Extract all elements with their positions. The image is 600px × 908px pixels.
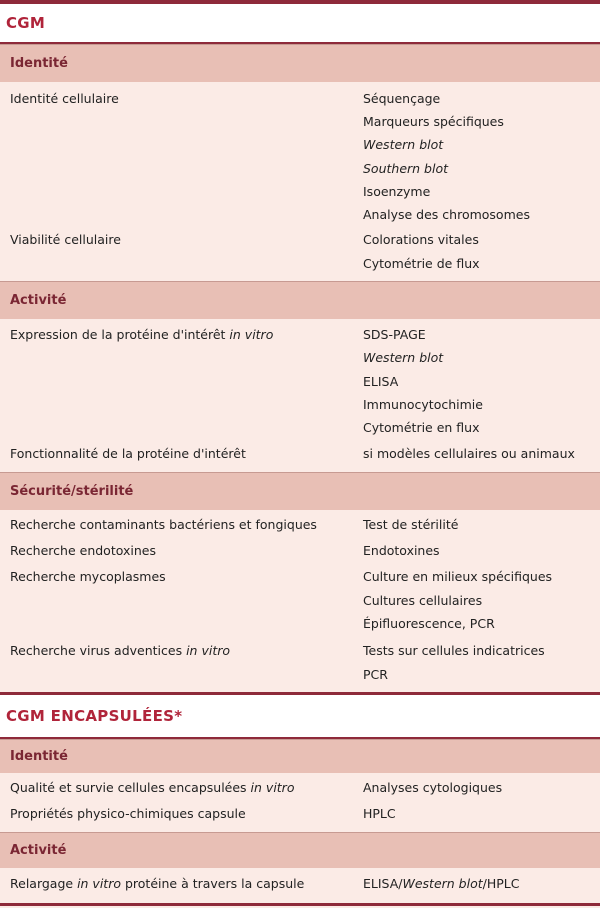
row-label: Expression de la protéine d'intérêt in vitro [10,327,274,342]
method: Southern blot [363,161,449,176]
method: Épifluorescence, PCR [363,616,495,631]
row-label: Relargage in vitro protéine à travers la capsule [10,876,305,891]
row-label: Fonctionnalité de la protéine d'intérêt [10,446,246,461]
row-label: Identité cellulaire [10,91,119,106]
method: Analyses cytologiques [363,780,503,795]
method: Analyse des chromosomes [363,207,530,222]
method: SDS-PAGE [363,327,426,342]
method: Colorations vitales [363,232,479,247]
bottom-rule [0,903,600,906]
method: Cultures cellulaires [363,593,483,608]
section-title-cgm-encapsulees: CGM ENCAPSULÉES* [0,695,600,737]
section-title-cgm: CGM [0,4,600,42]
method: Cytométrie en flux [363,420,480,435]
row-label: Recherche virus adventices in vitro [10,643,231,658]
method: Immunocytochimie [363,397,483,412]
method: Test de stérilité [363,517,459,532]
subheading-identite: Identité [0,44,600,82]
method: Séquençage [363,91,441,106]
row-label: Recherche endotoxines [10,543,156,558]
method: HPLC [363,806,396,821]
method: Marqueurs spécifiques [363,114,504,129]
subheading-activite: Activité [0,832,600,868]
subheading-identite: Identité [0,739,600,773]
method: Cytométrie de flux [363,256,480,271]
method: PCR [363,667,388,682]
method: ELISA/Western blot/HPLC [363,876,520,891]
subheading-securite: Sécurité/stérilité [0,472,600,510]
method: Isoenzyme [363,184,431,199]
method: Endotoxines [363,543,440,558]
row-label: Propriétés physico-chimiques capsule [10,806,246,821]
method: Tests sur cellules indicatrices [363,643,545,658]
row-label: Recherche contaminants bactériens et fongiques [10,517,317,532]
subheading-activite: Activité [0,281,600,319]
method: si modèles cellulaires ou animaux [363,446,575,461]
row-label: Viabilité cellulaire [10,232,121,247]
method: Western blot [363,137,444,152]
row-label: Qualité et survie cellules encapsulées in vitro [10,780,295,795]
row-label: Recherche mycoplasmes [10,569,166,584]
method: ELISA [363,374,399,389]
method: Culture en milieux spécifiques [363,569,553,584]
method: Western blot [363,350,444,365]
